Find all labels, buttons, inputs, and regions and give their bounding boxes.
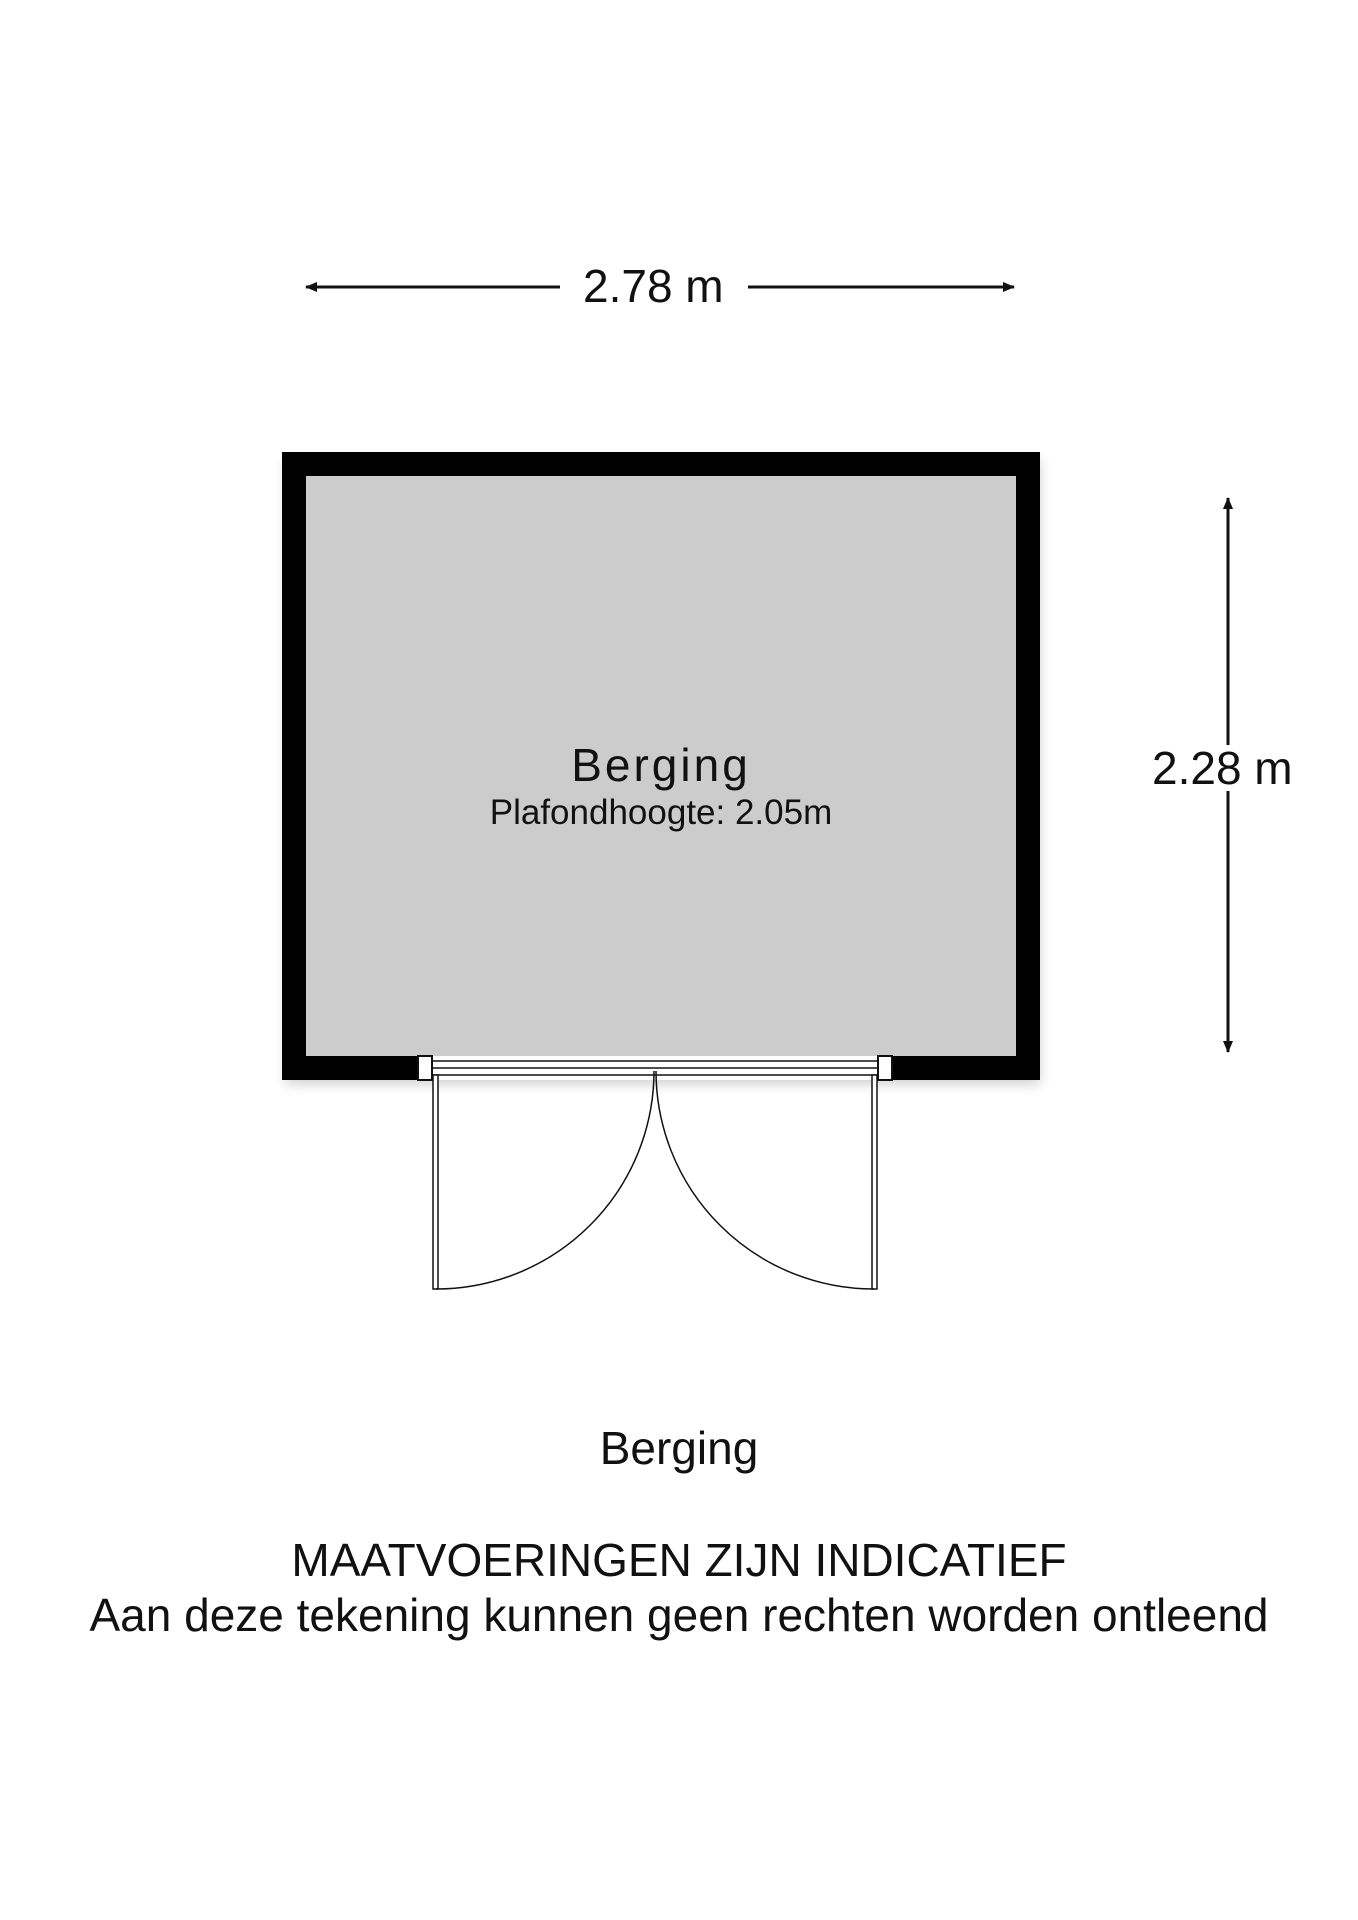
floor-title: Berging: [599, 1422, 759, 1474]
disclaimer-title: MAATVOERINGEN ZIJN INDICATIEF: [291, 1534, 1067, 1586]
disclaimer-text: Aan deze tekening kunnen geen rechten worden ontleend: [89, 1589, 1269, 1641]
door-frame-left: [418, 1056, 432, 1080]
door-leaf-left: [433, 1075, 438, 1289]
door-swing-right: [656, 1071, 874, 1289]
door-swing-left: [436, 1071, 654, 1289]
width-dimension-label: 2.78 m: [569, 263, 738, 309]
double-door: [433, 1071, 877, 1289]
room-ceiling-height: Plafondhoogte: 2.05m: [489, 793, 833, 832]
height-dimension-label: 2.28 m: [1152, 742, 1293, 794]
door-frame-right: [878, 1056, 892, 1080]
room-name: Berging: [571, 739, 751, 791]
door-leaf-right: [872, 1075, 877, 1289]
